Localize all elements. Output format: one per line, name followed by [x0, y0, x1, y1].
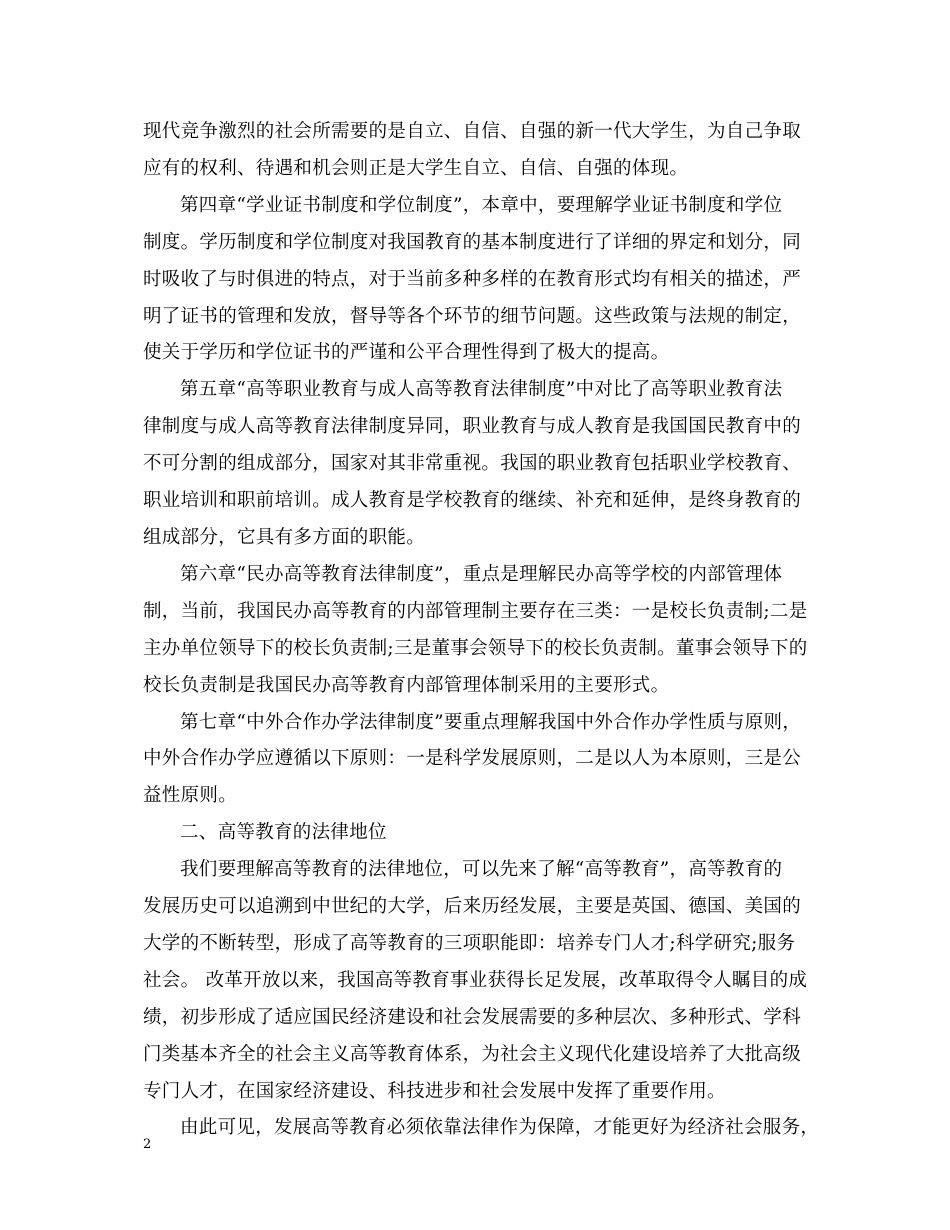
- text-line: 门类基本齐全的社会主义高等教育体系，为社会主义现代化建设培养了大批高级: [143, 1043, 802, 1065]
- text-line: 制度。学历制度和学位制度对我国教育的基本制度进行了详细的界定和划分，同: [143, 231, 802, 253]
- paragraph-chapter-5: [143, 372, 823, 557]
- text-line: 明了证书的管理和发放，督导等各个环节的细节问题。这些政策与法规的制定，: [143, 305, 802, 327]
- paragraph-chapter-4: [143, 188, 823, 373]
- text-line: 制，当前，我国民办高等教育的内部管理制主要存在三类：一是校长负责制;二是: [143, 600, 808, 622]
- paragraph-chapter-6: [143, 557, 823, 705]
- text-line: 时吸收了与时俱进的特点，对于当前多种多样的在教育形式均有相关的描述，严: [143, 268, 802, 290]
- text-line: 第七章“中外合作办学法律制度”要重点理解我国中外合作办学性质与原则，: [180, 711, 802, 733]
- text-line: 第五章“高等职业教育与成人高等教育法律制度”中对比了高等职业教育法: [180, 379, 783, 401]
- page-number: 2: [143, 1137, 152, 1152]
- text-line: 我们要理解高等教育的法律地位，可以先来了解“高等教育”，高等教育的: [180, 859, 783, 881]
- section-heading: [143, 815, 823, 852]
- text-line: 第六章“民办高等教育法律制度”，重点是理解民办高等学校的内部管理体: [180, 563, 783, 585]
- paragraph-continuation: [143, 114, 823, 188]
- text-line: 使关于学历和学位证书的严谨和公平合理性得到了极大的提高。: [143, 342, 670, 364]
- text-line: 大学的不断转型，形成了高等教育的三项职能即：培养专门人才;科学研究;服务: [143, 932, 796, 954]
- text-line: 中外合作办学应遵循以下原则：一是科学发展原则，二是以人为本原则，三是公: [143, 748, 802, 770]
- text-line: 专门人才，在国家经济建设、科技进步和社会发展中发挥了重要作用。: [143, 1080, 726, 1102]
- text-line: 校长负责制是我国民办高等教育内部管理体制采用的主要形式。: [143, 674, 670, 696]
- body-text: [143, 114, 823, 1147]
- paragraph-legal-status: [143, 852, 823, 1110]
- text-line: 益性原则。: [143, 785, 238, 807]
- text-line: 组成部分，它具有多方面的职能。: [143, 526, 426, 548]
- text-line: 律制度与成人高等教育法律制度异同，职业教育与成人教育是我国国民教育中的: [143, 416, 802, 438]
- text-line: 绩，初步形成了适应国民经济建设和社会发展需要的多种层次、多种形式、学科: [143, 1006, 802, 1028]
- text-line: 发展历史可以追溯到中世纪的大学，后来历经发展，主要是英国、德国、美国的: [143, 896, 802, 918]
- text-line: 主办单位领导下的校长负责制;三是董事会领导下的校长负责制。董事会领导下的: [143, 637, 808, 659]
- paragraph-chapter-7: [143, 705, 823, 816]
- text-line: 不可分割的组成部分，国家对其非常重视。我国的职业教育包括职业学校教育、: [143, 453, 802, 475]
- text-line: 职业培训和职前培训。成人教育是学校教育的继续、补充和延伸，是终身教育的: [143, 490, 802, 512]
- text-line: 现代竞争激烈的社会所需要的是自立、自信、自强的新一代大学生，为自己争取: [143, 121, 802, 142]
- text-line: 应有的权利、待遇和机会则正是大学生自立、自信、自强的体现。: [143, 157, 689, 179]
- paragraph-conclusion: [143, 1110, 823, 1147]
- text-line: 第四章“学业证书制度和学位制度”，本章中，要理解学业证书制度和学位: [180, 194, 783, 216]
- text-line: 二、高等教育的法律地位: [180, 822, 387, 844]
- text-line: 由此可见，发展高等教育必须依靠法律作为保障，才能更好为经济社会服务，: [180, 1117, 820, 1139]
- text-line: 社会。 改革开放以来，我国高等教育事业获得长足发展，改革取得令人瞩目的成: [143, 969, 808, 991]
